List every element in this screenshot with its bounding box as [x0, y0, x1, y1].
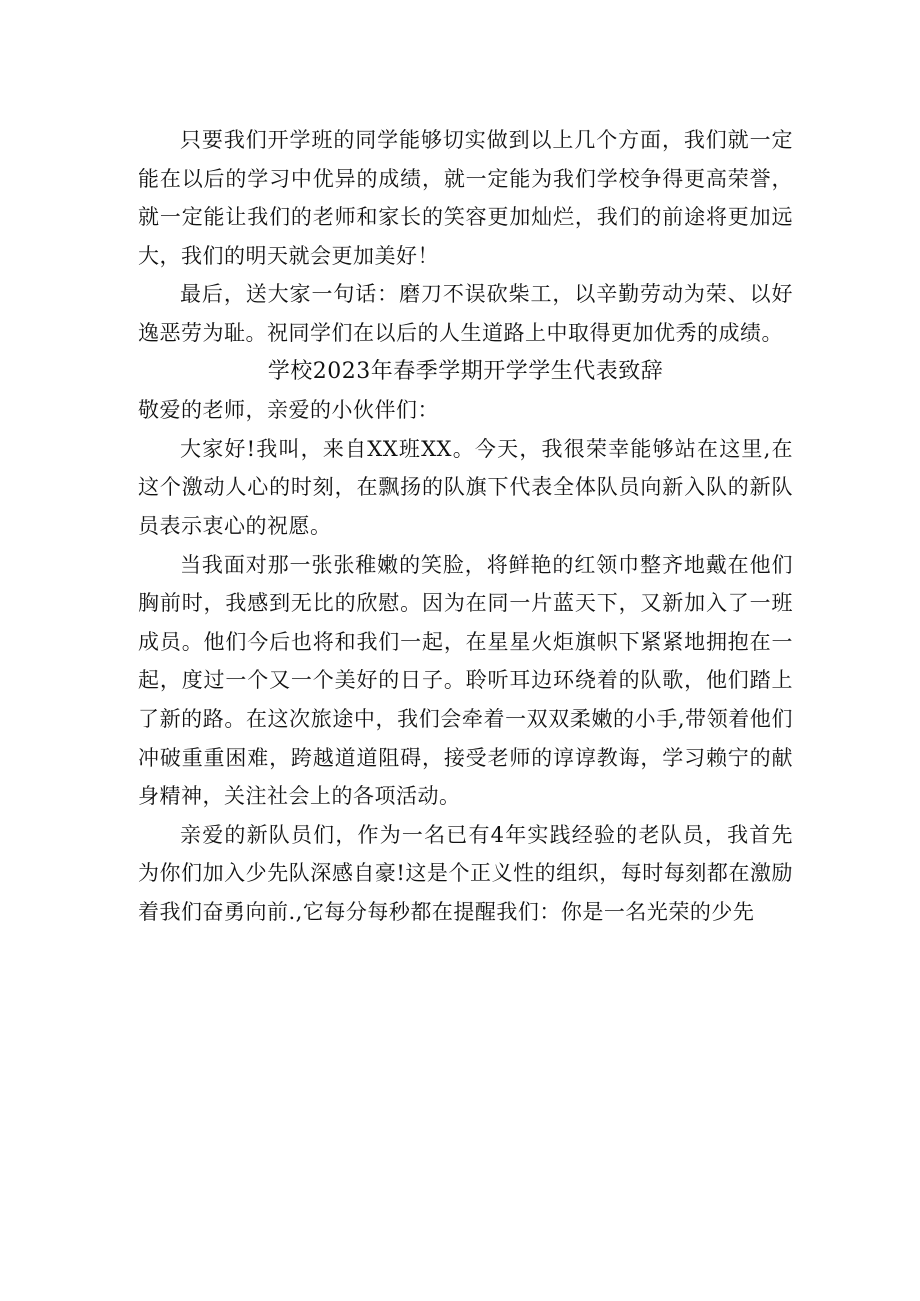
paragraph-greeting: 大家好!我叫，来自XX班XX。今天，我很荣幸能够站在这里,在这个激动人心的时刻，在飘扬的队旗下代表全体队员向新入队的新队员表示衷心的祝愿。: [138, 436, 793, 538]
salutation: 敬爱的老师，亲爱的小伙伴们：: [138, 398, 439, 423]
paragraph-closing-words: 最后，送大家一句话：磨刀不误砍柴工，以辛勤劳动为荣、以好逸恶劳为耻。祝同学们在以后的人生道路上中取得更加优秀的成绩。: [138, 282, 793, 345]
paragraph-experience: 亲爱的新队员们，作为一名已有4年实践经验的老队员，我首先为你们加入少先队深感自豪!这是个正义性的组织，每时每刻都在激励着我们奋勇向前.,它每分每秒都在提醒我们：你是一名光荣的少先: [138, 822, 793, 924]
document-body: [138, 121, 793, 931]
speech-title: 学校2023年春季学期开学学生代表致辞: [267, 358, 664, 384]
paragraph-conclusion: 只要我们开学班的同学能够切实做到以上几个方面，我们就一定能在以后的学习中优异的成绩，就一定能为我们学校争得更高荣誉，就一定能让我们的老师和家长的笑容更加灿烂，我们的前途将更加远大，我们的明天就会更加美好！: [138, 128, 793, 268]
paragraph-new-members: 当我面对那一张张稚嫩的笑脸，将鲜艳的红领巾整齐地戴在他们胸前时，我感到无比的欣慰。因为在同一片蓝天下，又新加入了一班成员。他们今后也将和我们一起，在星星火炬旗帜下紧紧地拥抱在一起，度过一个又一个美好的日子。聆听耳边环绕着的队歌，他们踏上了新的路。在这次旅途中，我们会牵着一双双柔嫩的小手,带领着他们冲破重重困难，跨越道道阻碍，接受老师的谆谆教诲，学习赖宁的献身精神，关注社会上的各项活动。: [138, 552, 793, 809]
